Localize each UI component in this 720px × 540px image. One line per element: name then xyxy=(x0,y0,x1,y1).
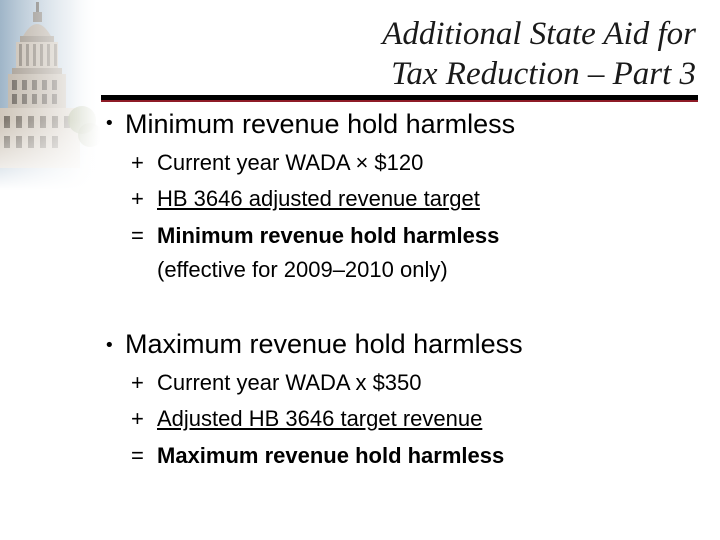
operator: + xyxy=(131,370,144,395)
formula-line xyxy=(131,149,423,177)
formula-line xyxy=(131,369,422,397)
section-heading-max: Maximum revenue hold harmless xyxy=(125,329,523,359)
operator: = xyxy=(131,443,144,468)
formula-line xyxy=(131,405,482,433)
operator: + xyxy=(131,406,144,431)
bullet-1: • xyxy=(104,113,115,134)
capitol-dome-image xyxy=(0,0,100,190)
title-line-2: Tax Reduction – Part 3 xyxy=(391,56,696,92)
title-divider-accent xyxy=(101,100,698,102)
formula-result: Minimum revenue hold harmless xyxy=(157,223,500,248)
formula-result-line xyxy=(131,442,504,470)
title-line-1: Additional State Aid for xyxy=(382,16,696,52)
operator: = xyxy=(131,223,144,248)
formula-text: Current year WADA × $120 xyxy=(157,150,424,175)
formula-result-line xyxy=(131,222,499,250)
formula-text: Current year WADA x $350 xyxy=(157,370,422,395)
bullet-2: • xyxy=(104,335,115,356)
operator: + xyxy=(131,150,144,175)
formula-line xyxy=(131,185,480,213)
formula-result: Maximum revenue hold harmless xyxy=(157,443,505,468)
formula-text-underlined: HB 3646 adjusted revenue target xyxy=(157,186,480,211)
formula-text-underlined: Adjusted HB 3646 target revenue xyxy=(157,406,483,431)
operator: + xyxy=(131,186,144,211)
slide-title xyxy=(382,14,696,94)
section-heading-min: Minimum revenue hold harmless xyxy=(125,109,516,139)
effective-note: (effective for 2009–2010 only) xyxy=(157,257,448,282)
